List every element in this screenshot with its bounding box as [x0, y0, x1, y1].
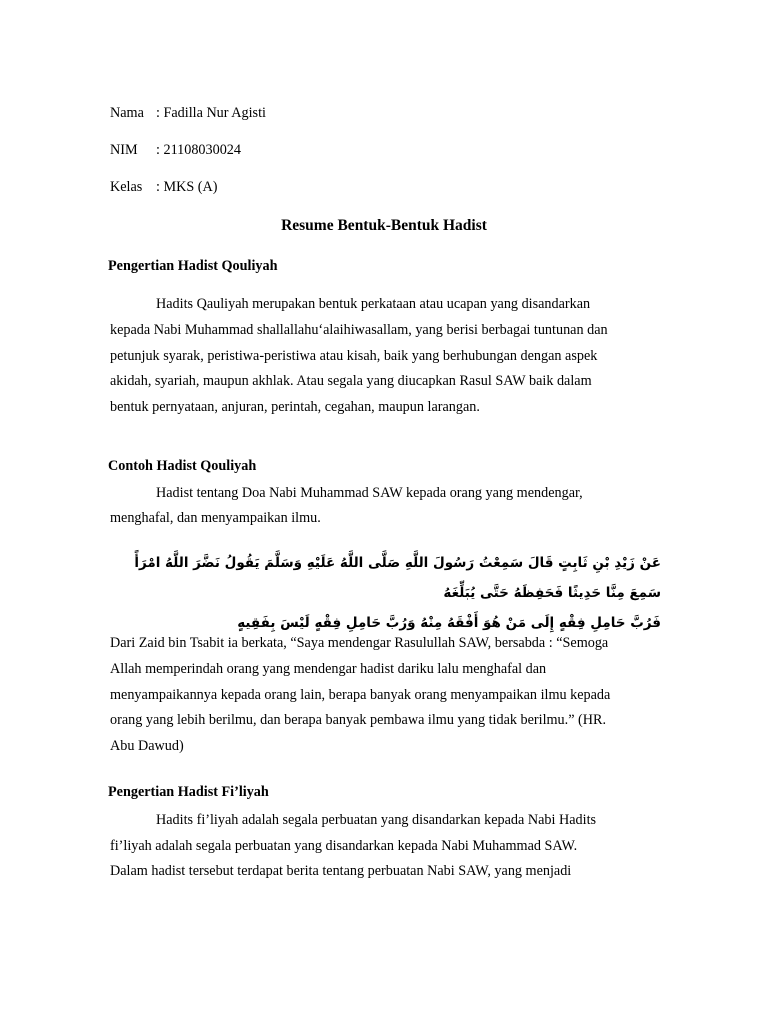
- name-line: [110, 104, 266, 122]
- nim-label: NIM: [110, 142, 138, 158]
- arabic-hadith-text: عَنْ زَيْدِ بْنِ ثَابِتٍ قَالَ سَمِعْتُ رَسُولَ اللَّهِ صَلَّى اللَّهُ عَلَيْهِ وَسَلَّمَ يَقُولُ نَضَّرَ اللَّهُ امْرَأً سَمِعَ مِنَّا حَدِيثًا فَحَفِظَهُ حَتَّى يُبَلِّغَهُ فَرُبَّ حَامِلِ فِقْهٍ إِلَى مَنْ هُوَ أَفْقَهُ مِنْهُ وَرُبَّ حَامِلِ فِقْهٍ لَيْسَ بِفَقِيهٍ: [134, 555, 661, 631]
- paragraph-hadith-translation: Dari Zaid bin Tsabit ia berkata, “Saya mendengar Rasulullah SAW, bersabda : “Semoga Allah memperindah orang yang mendengar hadist dariku lalu menghafal dan menyampaikannya kepada orang lain, berapa banyak orang menyampaikan ilmu kepada orang yang lebih berilmu, dan berapa banyak pembawa ilmu yang tidak berilmu.” (HR. Abu Dawud): [110, 635, 611, 755]
- document-title: Resume Bentuk-Bentuk Hadist: [281, 217, 487, 234]
- name-label: Nama: [110, 105, 144, 121]
- name-value: : Fadilla Nur Agisti: [156, 105, 266, 121]
- kelas-label: Kelas: [110, 179, 143, 195]
- paragraph-pengertian-qouliyah: Hadits Qauliyah merupakan bentuk perkataan atau ucapan yang disandarkan kepada Nabi Muhammad shallallahu‘alaihiwasallam, yang berisi berbagai tuntunan dan petunjuk syarak, peristiwa-peristiwa atau kisah, baik yang berhubungan dengan aspek akidah, syariah, maupun akhlak. Atau segala yang diucapkan Rasul SAW baik dalam bentuk pernyataan, anjuran, perintah, cegahan, maupun larangan.: [110, 296, 608, 416]
- heading-pengertian-qouliyah: Pengertian Hadist Qouliyah: [108, 258, 278, 274]
- heading-pengertian-filiyah: Pengertian Hadist Fi’liyah: [108, 784, 269, 800]
- kelas-line: [110, 178, 217, 196]
- nim-value: : 21108030024: [156, 142, 241, 158]
- paragraph-pengertian-filiyah: Hadits fi’liyah adalah segala perbuatan yang disandarkan kepada Nabi Hadits fi’liyah adalah segala perbuatan yang disandarkan kepada Nabi Muhammad SAW. Dalam hadist tersebut terdapat berita tentang perbuatan Nabi SAW, yang menjadi: [110, 812, 597, 879]
- paragraph-contoh-qouliyah: Hadist tentang Doa Nabi Muhammad SAW kepada orang yang mendengar, menghafal, dan menyampaikan ilmu.: [110, 485, 583, 526]
- heading-contoh-qouliyah: Contoh Hadist Qouliyah: [108, 458, 257, 474]
- nim-line: [110, 141, 241, 159]
- kelas-value: : MKS (A): [156, 179, 218, 195]
